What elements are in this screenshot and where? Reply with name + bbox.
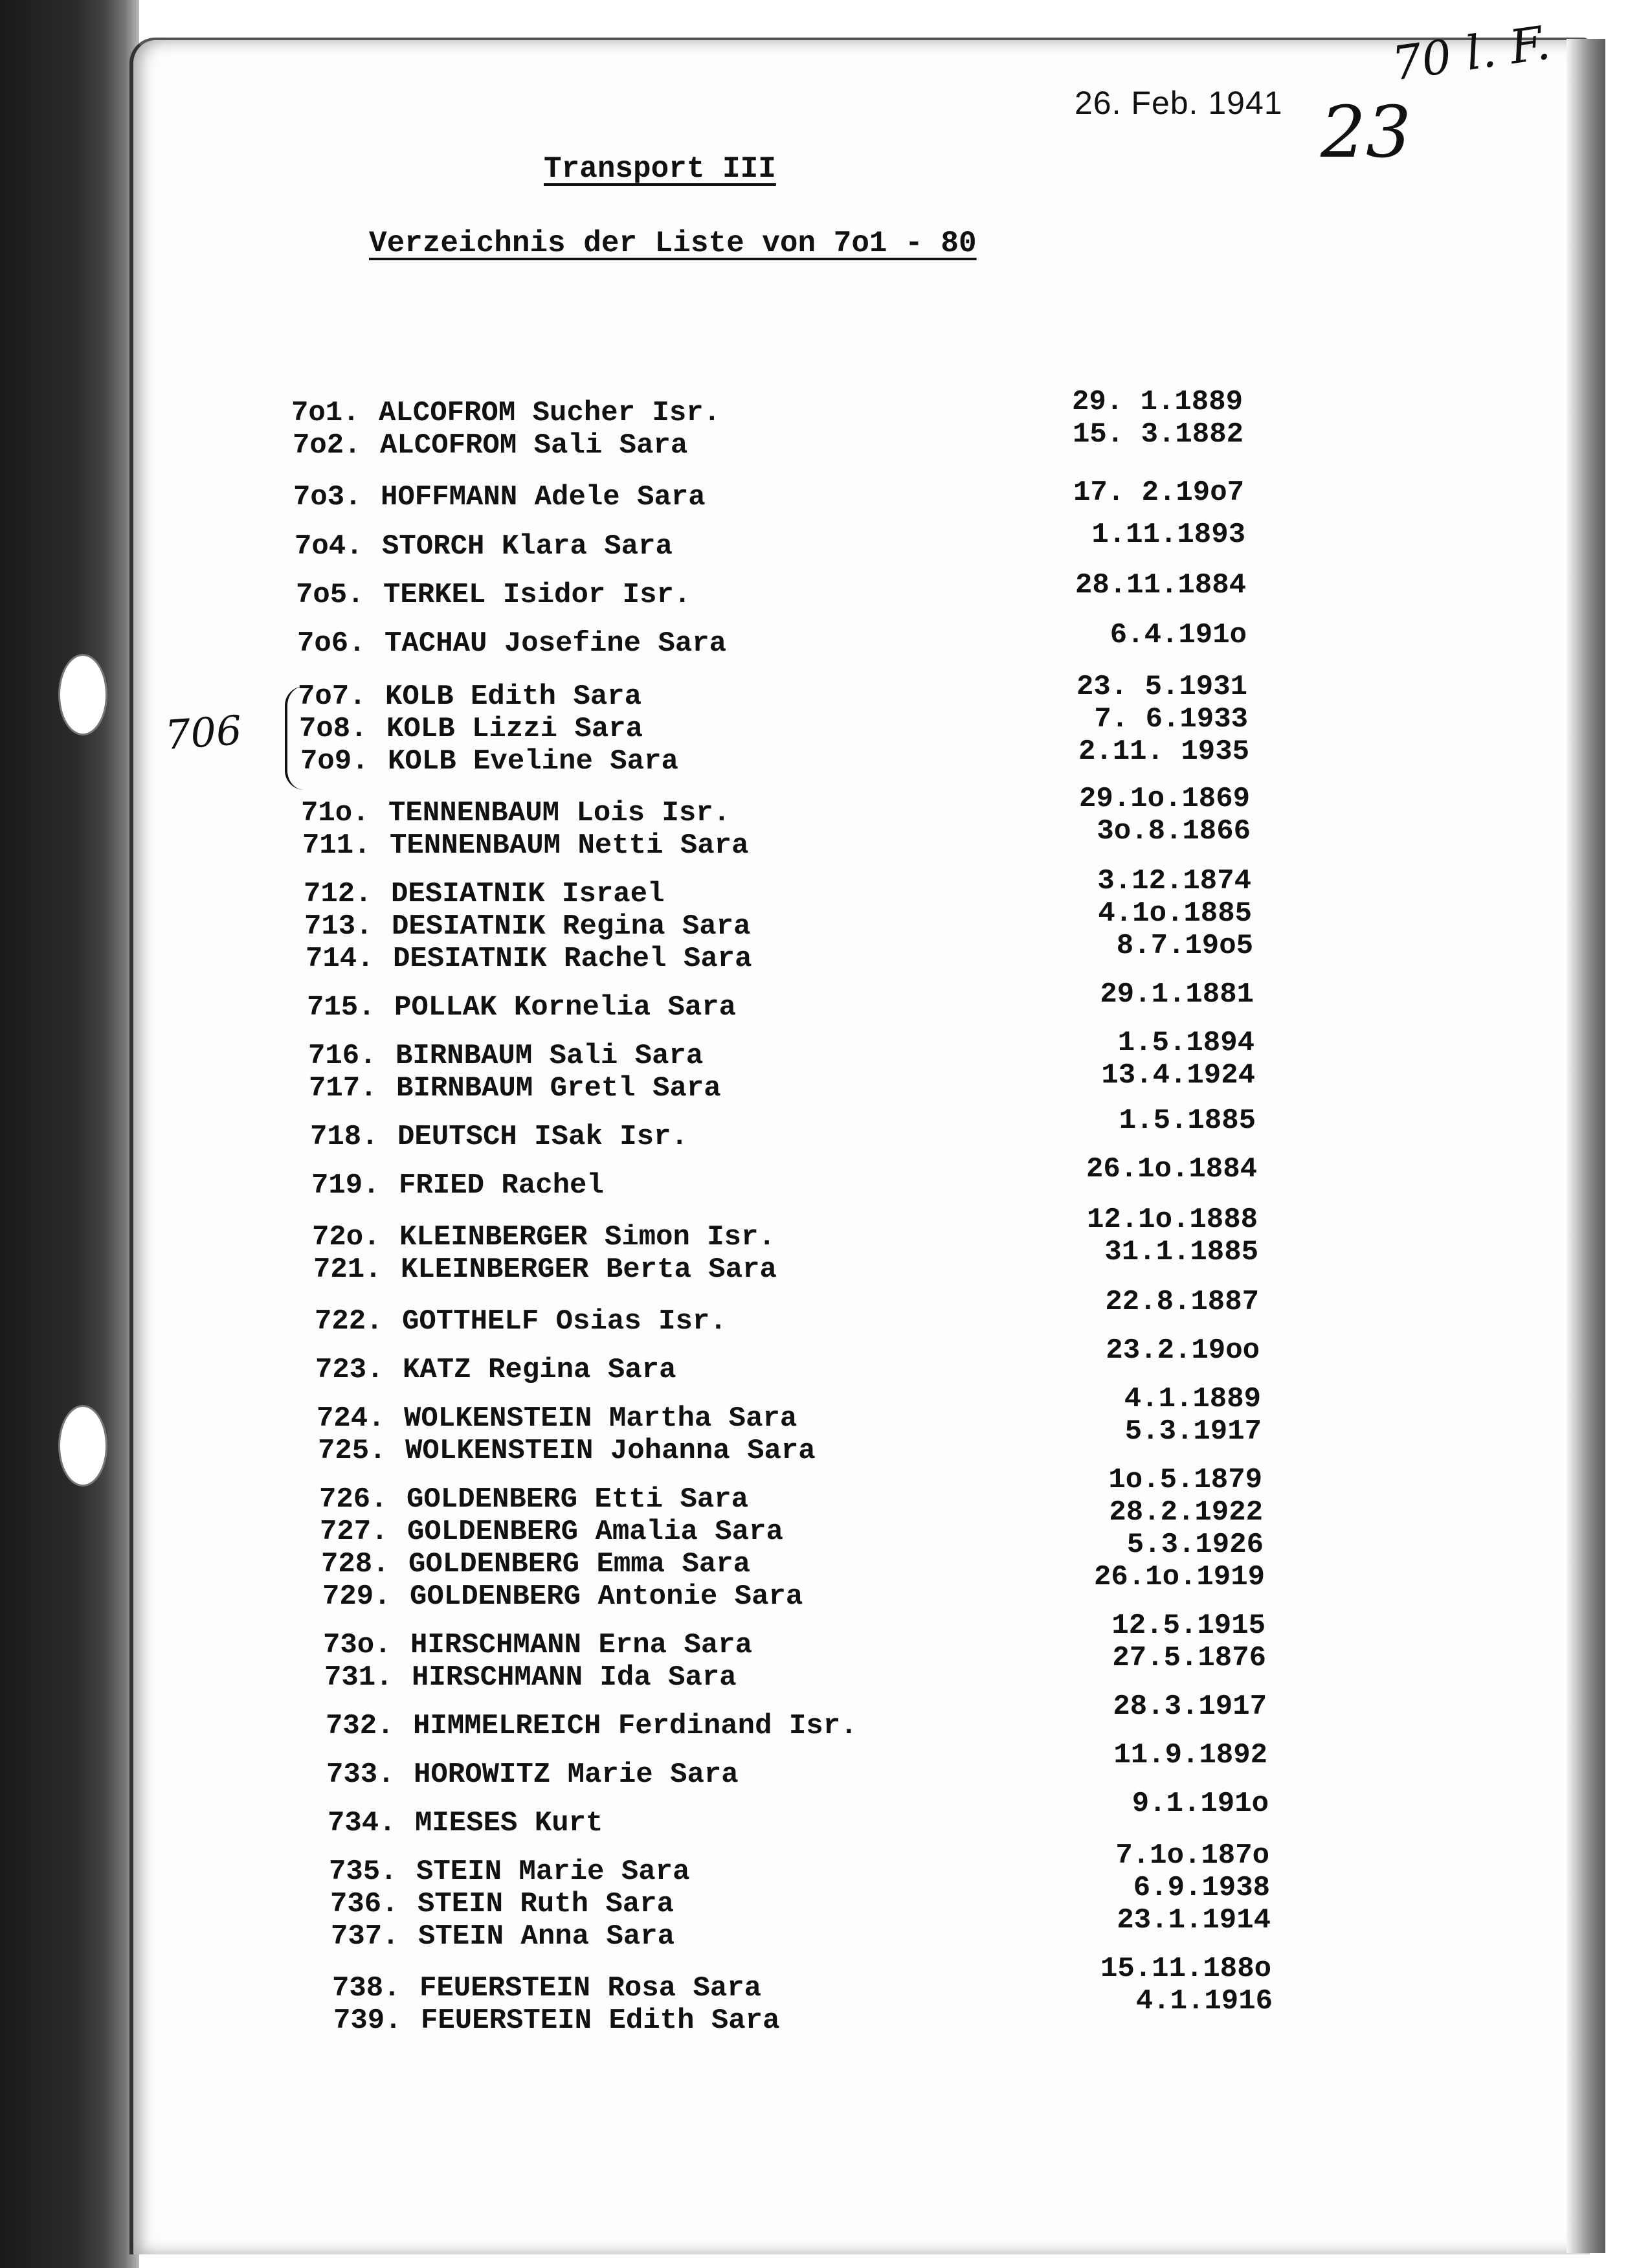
entry-birthdate: 1.11.1893 (1091, 519, 1245, 551)
entry-number: 7o9. (300, 745, 369, 778)
entry-number: 728. (321, 1548, 390, 1580)
entry-name: GOLDENBERG Etti Sara (407, 1483, 749, 1516)
entry-number: 7o2. (293, 429, 361, 462)
entry-number: 7o7. (298, 680, 366, 713)
date-stamp: 26. Feb. 1941 (1075, 85, 1283, 121)
entry-name: HOFFMANN Adele Sara (381, 481, 706, 513)
entry-number: 732. (326, 1710, 394, 1742)
list-item (299, 712, 643, 746)
entry-birthdate: 23.1.1914 (1117, 1904, 1271, 1937)
entry-birthdate: 31.1.1885 (1104, 1236, 1258, 1268)
entry-number: 729. (322, 1580, 391, 1613)
entry-number: 7o4. (295, 530, 363, 563)
entry-name: BIRNBAUM Sali Sara (396, 1040, 704, 1072)
entry-number: 721. (313, 1253, 382, 1286)
entry-name: GOLDENBERG Emma Sara (408, 1548, 751, 1580)
handwritten-page-number: 23 (1321, 91, 1411, 174)
entry-birthdate: 1.5.1894 (1117, 1027, 1254, 1059)
list-item (306, 942, 752, 976)
entry-birthdate: 7.1o.187o (1115, 1839, 1269, 1872)
document-subtitle: Verzeichnis der Liste von 7o1 - 80 (369, 227, 977, 260)
entry-number: 722. (315, 1305, 383, 1338)
list-item (329, 1855, 689, 1889)
entry-name: DEUTSCH ISak Isr. (397, 1121, 688, 1153)
entry-birthdate: 12.5.1915 (1111, 1610, 1266, 1642)
entry-birthdate: 28.3.1917 (1113, 1690, 1267, 1723)
list-item (313, 1253, 777, 1286)
entry-name: HIRSCHMANN Erna Sara (410, 1629, 753, 1661)
document-title: Transport III (544, 152, 776, 186)
entry-number: 7o1. (291, 397, 360, 429)
list-item (321, 1547, 750, 1581)
list-item (304, 910, 751, 943)
entry-birthdate: 5.3.1926 (1126, 1529, 1264, 1561)
entry-number: 711. (302, 829, 371, 862)
list-item (301, 796, 730, 830)
entry-birthdate: 23. 5.1931 (1076, 671, 1247, 703)
entry-number: 725. (318, 1435, 386, 1467)
entry-name: KATZ Regina Sara (403, 1354, 676, 1386)
entry-birthdate: 26.1o.1919 (1093, 1561, 1265, 1593)
entry-birthdate: 28.2.1922 (1109, 1496, 1263, 1529)
entry-number: 712. (304, 878, 372, 910)
entry-birthdate: 26.1o.1884 (1086, 1153, 1257, 1185)
entry-name: MIESES Kurt (415, 1807, 603, 1839)
entry-name: KLEINBERGER Berta Sara (401, 1253, 777, 1286)
entry-birthdate: 17. 2.19o7 (1073, 477, 1244, 509)
entry-name: ALCOFROM Sali Sara (380, 429, 688, 462)
entry-number: 726. (319, 1483, 388, 1516)
list-item (320, 1515, 783, 1549)
entry-name: WOLKENSTEIN Martha Sara (404, 1402, 797, 1435)
entry-birthdate: 5.3.1917 (1124, 1415, 1262, 1448)
entry-name: GOTTHELF Osias Isr. (402, 1305, 727, 1338)
entry-birthdate: 15.11.188o (1100, 1953, 1271, 1985)
entry-name: KLEINBERGER Simon Isr. (399, 1221, 775, 1253)
entry-birthdate: 11.9.1892 (1113, 1739, 1267, 1771)
entry-number: 739. (333, 2004, 402, 2037)
list-item (291, 396, 720, 430)
entry-birthdate: 6.9.1938 (1133, 1872, 1270, 1904)
list-item (307, 991, 736, 1024)
entry-name: STEIN Marie Sara (416, 1856, 690, 1888)
entry-number: 733. (326, 1758, 395, 1791)
entry-birthdate: 13.4.1924 (1101, 1059, 1255, 1092)
entry-number: 735. (329, 1856, 397, 1888)
list-item (318, 1434, 816, 1468)
entry-name: FEUERSTEIN Edith Sara (421, 2004, 780, 2037)
entry-birthdate: 29. 1.1889 (1071, 386, 1243, 418)
list-item (315, 1305, 727, 1338)
entry-birthdate: 3o.8.1866 (1097, 815, 1251, 848)
list-item (323, 1628, 752, 1662)
entry-number: 724. (317, 1402, 385, 1435)
list-item (304, 877, 664, 911)
list-item (315, 1353, 676, 1387)
list-item (324, 1661, 737, 1694)
entry-name: DESIATNIK Rachel Sara (393, 943, 752, 975)
list-item (293, 480, 706, 514)
entry-number: 715. (307, 991, 375, 1024)
entry-number: 7o8. (299, 713, 368, 745)
entry-number: 736. (330, 1888, 399, 1920)
entry-number: 71o. (301, 797, 370, 829)
entry-birthdate: 12.1o.1888 (1086, 1204, 1258, 1236)
entry-birthdate: 28.11.1884 (1075, 569, 1246, 601)
entry-name: TACHAU Josefine Sara (385, 627, 727, 660)
entry-name: GOLDENBERG Amalia Sara (407, 1516, 783, 1548)
entry-name: HIMMELREICH Ferdinand Isr. (413, 1710, 858, 1742)
entry-number: 7o5. (296, 579, 364, 611)
list-item (312, 1220, 775, 1254)
list-item (295, 530, 673, 563)
list-item (319, 1483, 748, 1516)
entry-birthdate: 7. 6.1933 (1094, 703, 1248, 735)
entry-name: BIRNBAUM Gretl Sara (396, 1072, 721, 1105)
list-item (326, 1758, 739, 1791)
list-item (326, 1709, 858, 1743)
entry-birthdate: 23.2.19oo (1106, 1334, 1260, 1367)
entry-number: 72o. (312, 1221, 381, 1253)
entry-name: TENNENBAUM Netti Sara (390, 829, 749, 862)
entry-birthdate: 1o.5.1879 (1108, 1464, 1262, 1496)
entry-name: FRIED Rachel (399, 1169, 604, 1202)
entry-birthdate: 29.1.1881 (1100, 978, 1254, 1011)
list-item (293, 429, 687, 462)
entry-number: 737. (331, 1920, 399, 1953)
entry-name: ALCOFROM Sucher Isr. (379, 397, 721, 429)
entry-number: 738. (332, 1972, 401, 2004)
entry-name: FEUERSTEIN Rosa Sara (419, 1972, 762, 2004)
list-item (330, 1887, 674, 1921)
entry-name: DESIATNIK Regina Sara (392, 910, 751, 943)
list-item (309, 1072, 721, 1105)
list-item (311, 1169, 604, 1202)
entry-number: 727. (320, 1516, 388, 1548)
entry-number: 7o3. (293, 481, 362, 513)
entry-birthdate: 2.11. 1935 (1078, 735, 1249, 768)
list-item (296, 578, 691, 612)
list-item (308, 1039, 703, 1073)
list-item (333, 2004, 780, 2038)
entry-birthdate: 9.1.191o (1132, 1788, 1269, 1820)
list-item (297, 627, 726, 660)
handwritten-note-top: 70 l. F. (1388, 15, 1554, 91)
entry-number: 716. (308, 1040, 377, 1072)
entry-number: 713. (304, 910, 373, 943)
entry-birthdate: 8.7.19o5 (1116, 930, 1253, 962)
entry-name: HOROWITZ Marie Sara (414, 1758, 739, 1791)
list-item (331, 1920, 675, 1953)
entry-name: TENNENBAUM Lois Isr. (388, 797, 731, 829)
entry-number: 718. (310, 1121, 379, 1153)
handwritten-side-note: 706 (163, 706, 243, 759)
entry-name: KOLB Eveline Sara (388, 745, 678, 778)
list-item (298, 680, 641, 713)
list-item (332, 1971, 761, 2005)
list-item (300, 745, 678, 778)
list-item (310, 1120, 688, 1154)
entry-birthdate: 29.1o.1869 (1078, 783, 1250, 815)
entry-name: DESIATNIK Israel (391, 878, 665, 910)
entry-name: KOLB Edith Sara (385, 680, 642, 713)
entry-name: STORCH Klara Sara (382, 530, 673, 563)
list-item (322, 1580, 803, 1613)
list-item (302, 829, 749, 862)
entry-birthdate: 1.5.1885 (1119, 1105, 1256, 1137)
entry-number: 723. (315, 1354, 384, 1386)
entry-name: STEIN Anna Sara (418, 1920, 675, 1953)
entry-name: KOLB Lizzi Sara (386, 713, 643, 745)
entry-birthdate: 27.5.1876 (1112, 1642, 1266, 1674)
entry-name: WOLKENSTEIN Johanna Sara (405, 1435, 816, 1467)
entry-name: GOLDENBERG Antonie Sara (410, 1580, 803, 1613)
entry-number: 73o. (323, 1629, 392, 1661)
entry-birthdate: 4.1.1916 (1135, 1985, 1273, 2017)
list-item (328, 1806, 603, 1840)
entry-number: 719. (311, 1169, 380, 1202)
entry-number: 731. (324, 1661, 393, 1694)
entry-number: 717. (309, 1072, 377, 1105)
entry-birthdate: 3.12.1874 (1097, 865, 1251, 897)
entry-birthdate: 6.4.191o (1109, 619, 1247, 651)
entry-number: 7o6. (297, 627, 366, 660)
entry-name: POLLAK Kornelia Sara (394, 991, 737, 1024)
list-item (317, 1402, 797, 1435)
entry-name: TERKEL Isidor Isr. (383, 579, 691, 611)
entry-number: 714. (306, 943, 374, 975)
entry-birthdate: 22.8.1887 (1105, 1286, 1259, 1318)
entry-birthdate: 4.1o.1885 (1098, 897, 1252, 930)
entry-name: HIRSCHMANN Ida Sara (412, 1661, 737, 1694)
entry-number: 734. (328, 1807, 396, 1839)
entry-birthdate: 4.1.1889 (1124, 1383, 1261, 1415)
entry-name: STEIN Ruth Sara (418, 1888, 675, 1920)
entry-birthdate: 15. 3.1882 (1072, 418, 1243, 451)
